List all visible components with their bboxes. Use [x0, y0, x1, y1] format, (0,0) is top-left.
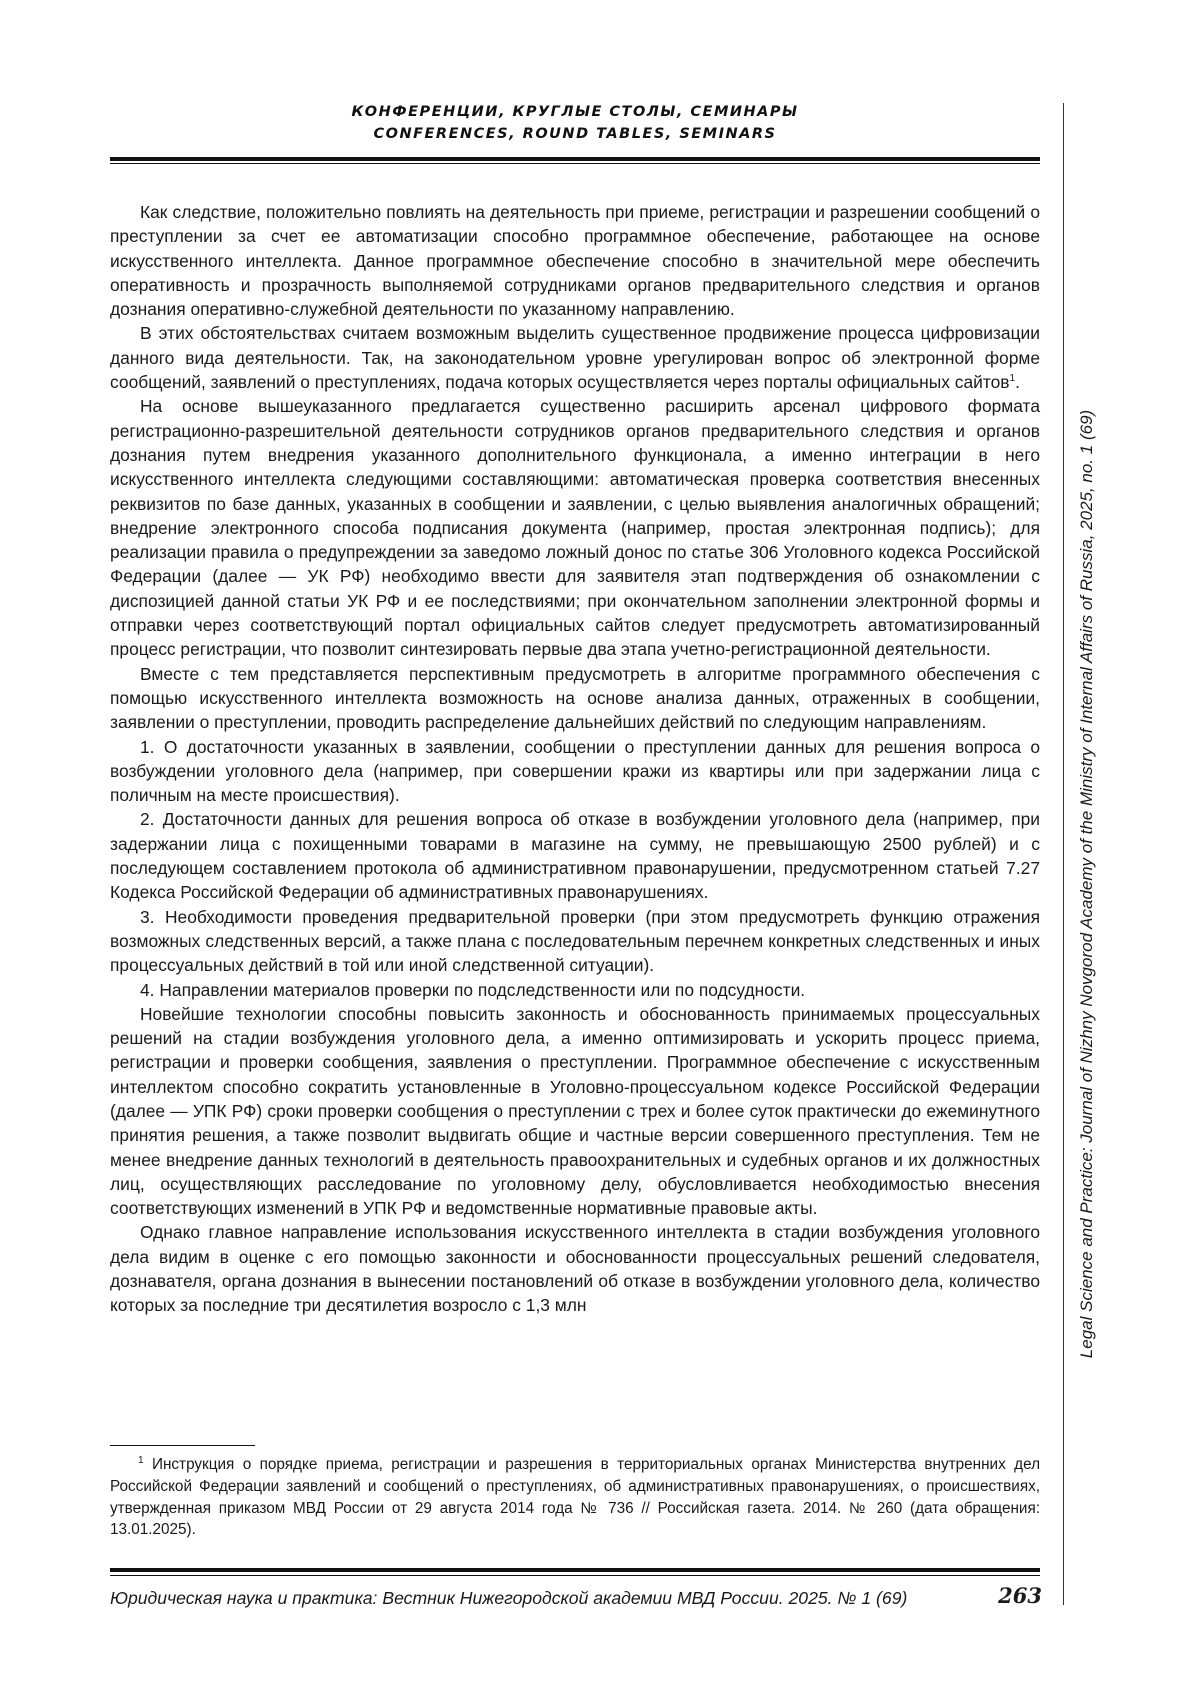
running-header — [110, 101, 1040, 145]
header-english: CONFERENCES, ROUND TABLES, SEMINARS — [110, 123, 1040, 145]
footer-journal-title: Юридическая наука и практика: Вестник Нижегородской академии МВД России. 2025. № 1 (69) — [110, 1586, 960, 1610]
list-item-1: 1. О достаточности указанных в заявлении, сообщении о преступлении данных для решения вопроса о возбуждении уголовного дела (например, при совершении кражи из квартиры или при задержании лица с поличным на месте происшествия). — [110, 735, 1040, 808]
footnote — [110, 1454, 1040, 1541]
paragraph-2-text: В этих обстоятельствах считаем возможным выделить существенное продвижение процесса цифровизации данного вида деятельности. Так, на законодательном уровне урегулирован вопрос об электронной форме сообщений, заявлений о преступлениях, подача которых осуществляется через порталы официальных сайтов — [110, 323, 1040, 392]
header-russian: КОНФЕРЕНЦИИ, КРУГЛЫЕ СТОЛЫ, СЕМИНАРЫ — [110, 101, 1040, 123]
footnote-reference[interactable]: 1 — [1010, 373, 1016, 384]
paragraph-10: Однако главное направление использования искусственного интеллекта в стадии возбуждения уголовного дела видим в оценке с его помощью законности и обоснованности процессуальных решений следователя, дознавателя, органа дознания в вынесении постановлений об отказе в возбуждении уголовного дела, количество которых за последние три десятилетия возросло с 1,3 млн — [110, 1220, 1040, 1317]
paragraph-4: Вместе с тем представляется перспективным предусмотреть в алгоритме программного обеспечения с помощью искусственного интеллекта возможность на основе анализа данных, отраженных в сообщении, заявлении о преступлении, проводить распределение дальнейших действий по следующим направлениям. — [110, 662, 1040, 735]
footer-rule — [110, 1568, 1040, 1576]
paragraph-2 — [110, 321, 1040, 394]
page-number: 263 — [998, 1582, 1042, 1610]
paragraph-3: На основе вышеуказанного предлагается существенно расширить арсенал цифрового формата регистрационно-разрешительной деятельности сотрудников органов предварительного следствия и органов дознания путем внедрения указанного дополнительного функционала, а именно интеграции в него искусственного интеллекта следующими составляющими: автоматическая проверка соответствия внесенных реквизитов по базе данных, указанных в сообщении и заявлении, с целью выявления аналогичных обращений; внедрение электронного способа подписания документа (например, простая электронная подпись); для реализации правила о предупреждении за заведомо ложный донос по статье 306 Уголовного кодекса Российской Федерации (далее — УК РФ) необходимо ввести для заявителя этап подтверждения об ознакомлении с диспозицией данной статьи УК РФ и ее последствиями; при окончательном заполнении электронной формы и отправки через соответствующий портал официальных сайтов следует предусмотреть автоматизированный процесс регистрации, что позволит синтезировать первые два этапа учетно-регистрационной деятельности. — [110, 394, 1040, 661]
list-item-4: 4. Направлении материалов проверки по подследственности или по подсудности. — [110, 978, 1040, 1002]
header-rule — [110, 157, 1040, 164]
side-journal-title: Legal Science and Practice: Journal of Nizhny Novgorod Academy of the Ministry of Internal Affairs of Russia, 2025, no. 1 (69) — [1076, 134, 1098, 1634]
side-divider — [1063, 103, 1064, 1605]
footnote-marker: 1 — [138, 1455, 144, 1466]
paragraph-2-end: . — [1015, 372, 1020, 392]
list-item-2: 2. Достаточности данных для решения вопроса об отказе в возбуждении уголовного дела (например, при задержании лица с похищенными товарами в магазине на сумму, не превышающую 2500 рублей) и с последующем составлением протокола об административном правонарушении, предусмотренном статьей 7.27 Кодекса Российской Федерации об административных правонарушениях. — [110, 807, 1040, 904]
footnote-separator — [110, 1445, 255, 1446]
list-item-3: 3. Необходимости проведения предварительной проверки (при этом предусмотреть функцию отражения возможных следственных версий, а также плана с последовательным перечнем конкретных следственных и иных процессуальных действий в той или иной следственной ситуации). — [110, 905, 1040, 978]
paragraph-1: Как следствие, положительно повлиять на деятельность при приеме, регистрации и разрешении сообщений о преступлении за счет ее автоматизации способно программное обеспечение, работающее на основе искусственного интеллекта. Данное программное обеспечение способно в значительной мере обеспечить оперативность и прозрачность выполняемой сотрудниками органов предварительного следствия и органов дознания оперативно-служебной деятельности по указанному направлению. — [110, 200, 1040, 321]
footnote-text: Инструкция о порядке приема, регистрации и разрешения в территориальных органах Министерства внутренних дел Российской Федерации заявлений и сообщений о преступлениях, об административных правонарушениях, о происшествиях, утвержденная приказом МВД России от 29 августа 2014 года № 736 // Российская газета. 2014. № 260 (дата обращения: 13.01.2025). — [110, 1456, 1040, 1538]
paragraph-9: Новейшие технологии способны повысить законность и обоснованность принимаемых процессуальных решений на стадии возбуждения уголовного дела, а именно оптимизировать и ускорить процесс приема, регистрации и проверки сообщения, заявления о преступлении. Программное обеспечение с искусственным интеллектом способно сократить установленные в Уголовно-процессуальном кодексе Российской Федерации (далее — УПК РФ) сроки проверки сообщения о преступлении с трех и более суток практически до ежеминутного принятия решения, а также позволит выдвигать общие и частные версии совершенного преступления. Тем не менее внедрение данных технологий в деятельность правоохранительных и судебных органов и их должностных лиц, осуществляющих расследование по уголовному делу, обусловливается необходимостью внесения соответствующих изменений в УПК РФ и ведомственные нормативные правовые акты. — [110, 1002, 1040, 1221]
article-body — [110, 200, 1040, 1318]
